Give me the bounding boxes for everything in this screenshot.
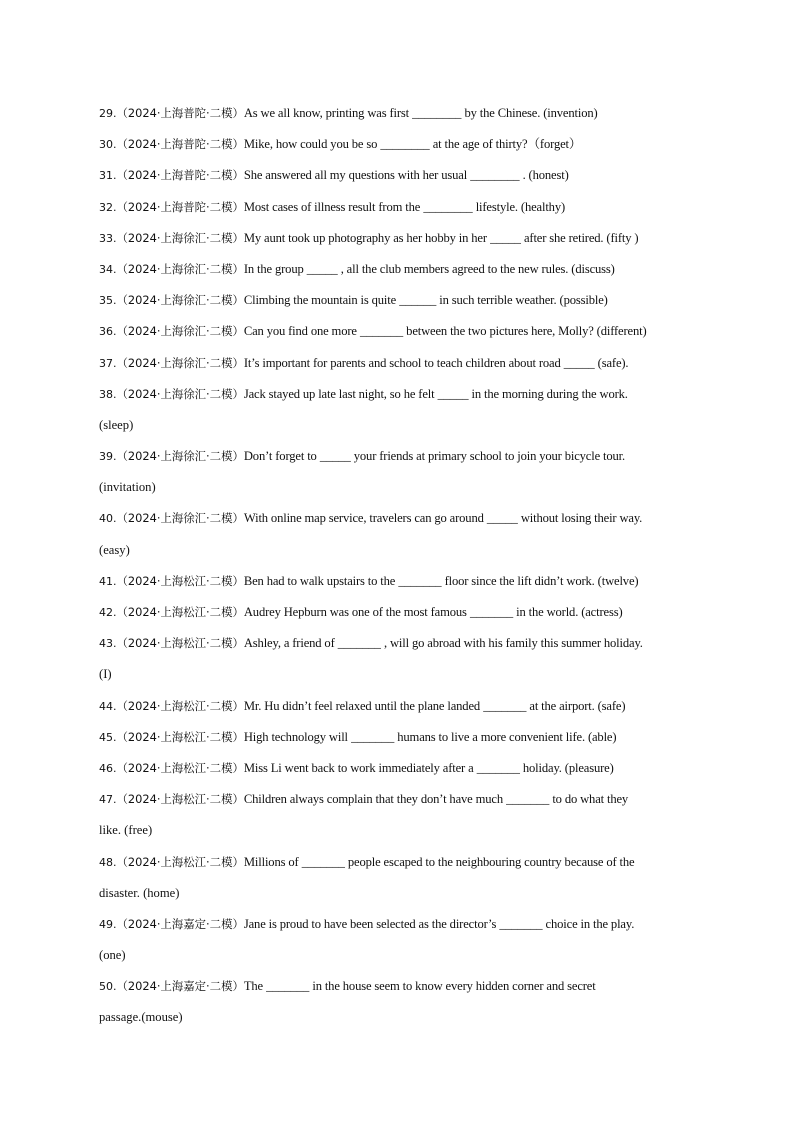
question-number: 48. (99, 855, 117, 869)
question-source: （2024·上海松江·二模） (116, 729, 244, 744)
question-text-before: Can you find one more (243, 324, 357, 339)
question-number: 29. (99, 107, 117, 120)
question-blank: ________ (412, 106, 462, 120)
question-text-after: your friends at primary school to join your bicycle tour. (353, 449, 626, 464)
question-text-before: With online map service, travelers can go around (243, 511, 484, 526)
question-text-before: Jack stayed up late last night, so he felt (243, 386, 435, 401)
question-text-after: to do what they (552, 792, 629, 807)
question-text-after: . (honest) (522, 168, 569, 183)
question-item (99, 847, 729, 878)
question-continuation: (invitation) (99, 480, 156, 495)
question-source: （2024·上海松江·二模） (116, 760, 244, 775)
question-blank: _____ (490, 230, 521, 245)
question-item (99, 784, 729, 815)
question-blank: ______ (399, 293, 437, 308)
question-blank: _____ (486, 511, 518, 526)
question-number: 31. (99, 169, 117, 183)
question-number: 40. (99, 512, 117, 526)
question-text-after: , will go abroad with his family this summer holiday. (383, 636, 643, 651)
question-text-before: She answered all my questions with her usual (243, 168, 468, 183)
question-text-after: at the airport. (safe) (529, 698, 626, 713)
question-item (99, 129, 729, 160)
question-blank: _______ (359, 324, 404, 339)
question-continuation: (one) (99, 948, 126, 963)
question-text-before: Children always complain that they don’t have much (243, 792, 503, 807)
question-text-before: Jane is proud to have been selected as the director’s (243, 916, 497, 931)
question-source: （2024·上海徐汇·二模） (116, 511, 244, 526)
question-item (99, 192, 729, 223)
question-blank: ________ (423, 199, 473, 214)
question-number: 32. (99, 200, 117, 214)
question-text-before: Mike, how could you be so (243, 137, 378, 152)
question-text-after: at the age of thirty?（forget） (432, 137, 582, 152)
question-blank: _____ (319, 449, 351, 464)
question-text-before: Millions of (243, 854, 299, 869)
question-number: 45. (99, 730, 117, 744)
question-text-after: after she retired. (fifty ) (523, 230, 639, 245)
question-number: 50. (99, 980, 117, 994)
question-text-after: people escaped to the neighbouring country because of the (347, 854, 635, 869)
question-text-before: Ben had to walk upstairs to the (243, 573, 396, 588)
question-number: 39. (99, 450, 117, 464)
question-text-after: in such terrible weather. (possible) (439, 293, 608, 308)
question-source: （2024·上海徐汇·二模） (116, 386, 244, 401)
question-blank: ________ (380, 137, 430, 152)
question-item (99, 441, 729, 472)
question-item (99, 285, 729, 316)
question-source: （2024·上海松江·二模） (116, 605, 244, 619)
question-blank: _______ (506, 792, 550, 807)
question-blank: _______ (499, 916, 543, 931)
question-item (99, 254, 729, 285)
question-item (99, 566, 729, 597)
question-number: 34. (99, 262, 117, 276)
question-list (99, 98, 729, 1034)
question-text-after: lifestyle. (healthy) (475, 199, 566, 214)
question-text-after: floor since the lift didn’t work. (twelve) (444, 573, 639, 588)
question-item (99, 628, 729, 659)
question-text-before: In the group (243, 261, 304, 276)
question-item (99, 503, 729, 534)
question-text-after: holiday. (pleasure) (522, 760, 614, 775)
question-continuation: (easy) (99, 542, 130, 557)
question-number: 41. (99, 574, 117, 588)
question-source: （2024·上海徐汇·二模） (116, 355, 244, 370)
question-source: （2024·上海松江·二模） (116, 636, 244, 651)
question-text-before: Climbing the mountain is quite (243, 293, 397, 308)
question-source: （2024·上海普陀·二模） (116, 199, 244, 214)
question-text-after: in the world. (actress) (516, 605, 623, 619)
question-continuation: disaster. (home) (99, 885, 180, 900)
question-text-before: My aunt took up photography as her hobby in her (243, 230, 487, 245)
question-number: 47. (99, 793, 117, 807)
question-item (99, 971, 729, 1002)
question-item (99, 379, 729, 410)
question-text-before: Audrey Hepburn was one of the most famous (243, 605, 467, 619)
question-number: 44. (99, 699, 117, 713)
question-item (99, 316, 729, 347)
question-blank: _______ (266, 979, 310, 994)
question-item (99, 597, 729, 628)
question-text-after: in the house seem to know every hidden corner and secret (312, 979, 596, 994)
question-text-before: It’s important for parents and school to teach children about road (243, 355, 561, 370)
question-number: 30. (99, 138, 117, 152)
question-blank: _____ (437, 386, 469, 401)
question-text-after: choice in the play. (545, 916, 635, 931)
question-blank: _______ (337, 636, 381, 651)
question-source: （2024·上海松江·二模） (116, 854, 244, 869)
question-source: （2024·上海普陀·二模） (116, 168, 244, 183)
question-number: 37. (99, 356, 117, 370)
question-text-after: humans to live a more convenient life. (able) (397, 729, 617, 744)
question-item (99, 691, 729, 722)
question-number: 33. (99, 231, 117, 245)
question-blank: _______ (476, 760, 520, 775)
question-text-after: between the two pictures here, Molly? (different) (406, 324, 647, 339)
question-text-before: Ashley, a friend of (243, 636, 335, 651)
question-blank: ________ (470, 168, 520, 183)
question-text-after: in the morning during the work. (471, 386, 628, 401)
question-item (99, 909, 729, 940)
question-source: （2024·上海徐汇·二模） (116, 261, 244, 276)
question-text-before: Don’t forget to (243, 449, 317, 464)
question-number: 36. (99, 325, 117, 339)
question-source: （2024·上海普陀·二模） (116, 137, 244, 152)
question-source: （2024·上海徐汇·二模） (116, 230, 244, 245)
question-item (99, 160, 729, 191)
question-number: 38. (99, 387, 117, 401)
question-text-after: (safe). (597, 355, 629, 370)
question-number: 46. (99, 761, 117, 775)
question-text-before: Most cases of illness result from the (243, 199, 421, 214)
question-blank: _______ (483, 698, 527, 713)
question-text-before: As we all know, printing was first (243, 106, 409, 120)
question-continuation: passage.(mouse) (99, 1010, 183, 1025)
question-text-before: Miss Li went back to work immediately after a (243, 760, 474, 775)
question-source: （2024·上海松江·二模） (116, 573, 244, 588)
question-source: （2024·上海嘉定·二模） (116, 916, 244, 931)
question-text-after: without losing their way. (520, 511, 643, 526)
question-text-before: Mr. Hu didn’t feel relaxed until the plane landed (243, 698, 481, 713)
question-continuation: like. (free) (99, 823, 153, 838)
question-number: 49. (99, 917, 117, 931)
question-blank: _____ (306, 261, 338, 276)
question-blank: _______ (301, 854, 345, 869)
question-source: （2024·上海徐汇·二模） (116, 293, 244, 308)
question-text-before: High technology will (243, 729, 348, 744)
question-blank: _______ (469, 605, 513, 619)
question-item (99, 753, 729, 784)
question-item (99, 98, 729, 129)
question-source: （2024·上海松江·二模） (116, 698, 244, 713)
question-source: （2024·上海徐汇·二模） (116, 449, 244, 464)
question-text-before: The (243, 979, 263, 994)
question-number: 43. (99, 637, 117, 651)
question-source: （2024·上海嘉定·二模） (116, 979, 244, 994)
question-blank: _____ (563, 355, 595, 370)
question-text-after: , all the club members agreed to the new rules. (discuss) (340, 261, 615, 276)
question-item (99, 223, 729, 254)
question-item (99, 348, 729, 379)
question-number: 35. (99, 294, 117, 308)
question-continuation: (I) (99, 667, 112, 682)
question-source: （2024·上海徐汇·二模） (116, 324, 244, 339)
question-text-after: by the Chinese. (invention) (464, 106, 598, 120)
question-continuation: (sleep) (99, 417, 134, 432)
question-source: （2024·上海松江·二模） (116, 792, 244, 807)
question-item (99, 722, 729, 753)
question-number: 42. (99, 606, 117, 619)
question-source: （2024·上海普陀·二模） (116, 106, 244, 120)
question-blank: _______ (351, 729, 395, 744)
question-blank: _______ (398, 573, 442, 588)
